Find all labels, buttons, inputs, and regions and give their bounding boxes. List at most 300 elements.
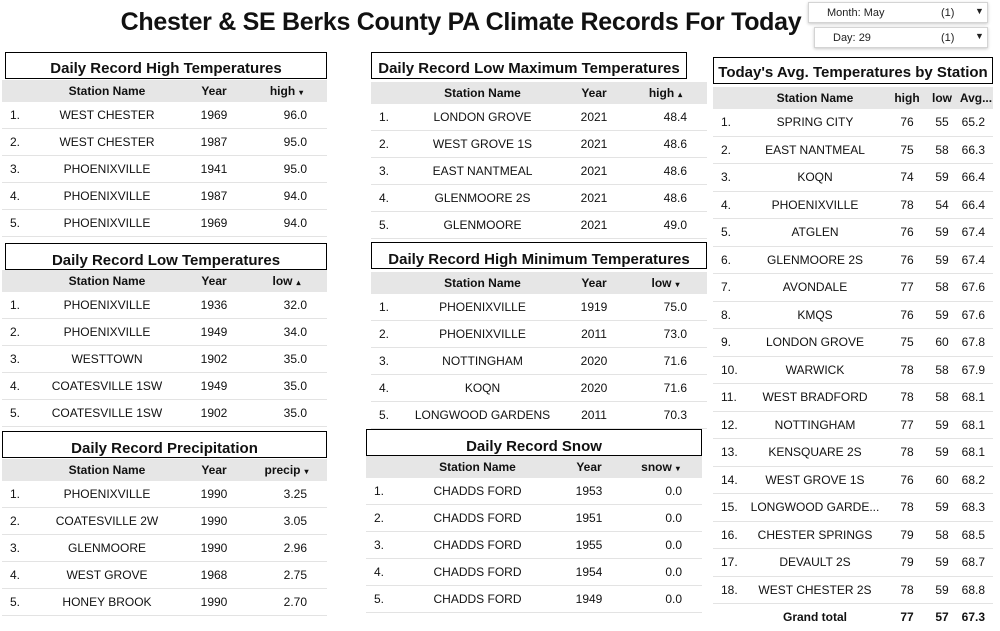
high-value: 78 <box>889 494 925 522</box>
avg-header[interactable]: Avg... <box>959 87 993 109</box>
table-row <box>2 346 327 373</box>
table-row <box>366 586 702 613</box>
station-name: EAST NANTMEAL <box>741 136 889 164</box>
record-value: 2.96 <box>246 535 327 562</box>
month-filter[interactable] <box>808 2 988 23</box>
station-name: PHOENIXVILLE <box>32 292 182 319</box>
table-row <box>713 329 993 357</box>
year-header[interactable]: Year <box>564 272 624 294</box>
station-header[interactable]: Station Name <box>32 270 182 292</box>
low-value: 59 <box>925 301 959 329</box>
table-row <box>713 274 993 302</box>
row-index: 14. <box>713 466 741 494</box>
avg-value: 66.4 <box>959 164 993 192</box>
record-value: 35.0 <box>246 346 327 373</box>
avg-value: 68.3 <box>959 494 993 522</box>
chevron-down-icon[interactable]: ▼ <box>975 6 984 16</box>
low-value: 58 <box>925 384 959 412</box>
sort-desc-icon[interactable]: ▾ <box>299 88 304 97</box>
row-index: 11. <box>713 384 741 412</box>
record-year: 1941 <box>182 156 246 183</box>
record-year: 1990 <box>182 508 246 535</box>
row-index: 5. <box>366 586 396 613</box>
record-year: 1949 <box>182 319 246 346</box>
station-name: LONGWOOD GARDENS <box>401 402 564 429</box>
high-value: 79 <box>889 521 925 549</box>
avg-value: 68.8 <box>959 576 993 604</box>
low-value: 55 <box>925 109 959 136</box>
high-value: 78 <box>889 356 925 384</box>
station-header[interactable]: Station Name <box>401 272 564 294</box>
value-header[interactable] <box>624 82 707 104</box>
table-header <box>2 270 327 292</box>
station-name: CHADDS FORD <box>396 505 559 532</box>
table-row <box>371 321 707 348</box>
table-row <box>2 400 327 427</box>
record-year: 1990 <box>182 481 246 508</box>
station-name: COATESVILLE 1SW <box>32 373 182 400</box>
row-index: 2. <box>2 508 32 535</box>
high-value: 76 <box>889 109 925 136</box>
table-row <box>713 549 993 577</box>
row-index: 4. <box>371 185 401 212</box>
value-header[interactable] <box>619 456 702 478</box>
grand-total-row <box>713 604 993 631</box>
table-row <box>713 301 993 329</box>
record-value: 3.05 <box>246 508 327 535</box>
table-row <box>371 375 707 402</box>
snow-table <box>366 456 702 613</box>
table-header <box>713 87 993 109</box>
station-name: KOQN <box>741 164 889 192</box>
avg-value: 65.2 <box>959 109 993 136</box>
station-name: GLENMOORE <box>401 212 564 239</box>
table-row <box>713 109 993 136</box>
record-value: 3.25 <box>246 481 327 508</box>
table-row <box>2 373 327 400</box>
table-row <box>713 411 993 439</box>
sort-desc-icon[interactable]: ▾ <box>304 467 309 476</box>
high-value: 78 <box>889 439 925 467</box>
high-min-title: Daily Record High Minimum Temperatures <box>371 242 707 269</box>
avg-value: 66.4 <box>959 191 993 219</box>
row-index: 2. <box>2 319 32 346</box>
grand-total-high: 77 <box>889 604 925 631</box>
station-name: CHADDS FORD <box>396 478 559 505</box>
record-value: 48.6 <box>624 131 707 158</box>
record-year: 2011 <box>564 321 624 348</box>
table-row <box>371 348 707 375</box>
avg-value: 66.3 <box>959 136 993 164</box>
avg-value: 68.1 <box>959 439 993 467</box>
record-value: 95.0 <box>246 156 327 183</box>
table-row <box>713 356 993 384</box>
row-index: 4. <box>366 559 396 586</box>
high-value: 79 <box>889 549 925 577</box>
year-header[interactable]: Year <box>182 459 246 481</box>
row-index: 5. <box>371 212 401 239</box>
record-value: 2.70 <box>246 589 327 616</box>
record-value: 48.6 <box>624 185 707 212</box>
row-index: 3. <box>2 156 32 183</box>
station-name: HONEY BROOK <box>32 589 182 616</box>
record-year: 1936 <box>182 292 246 319</box>
table-row <box>713 521 993 549</box>
row-index: 5. <box>371 402 401 429</box>
row-index: 9. <box>713 329 741 357</box>
row-index: 10. <box>713 356 741 384</box>
avg-value: 67.4 <box>959 219 993 247</box>
low-max-table <box>371 82 707 239</box>
station-name: NOTTINGHAM <box>741 411 889 439</box>
table-row <box>371 294 707 321</box>
sort-asc-icon[interactable]: ▴ <box>678 90 683 99</box>
station-name: CHADDS FORD <box>396 586 559 613</box>
station-name: PHOENIXVILLE <box>32 319 182 346</box>
row-index: 1. <box>371 294 401 321</box>
row-index: 17. <box>713 549 741 577</box>
station-name: LONDON GROVE <box>401 104 564 131</box>
value-header-label: high <box>648 86 675 100</box>
station-name: SPRING CITY <box>741 109 889 136</box>
avg-value: 68.1 <box>959 384 993 412</box>
station-name: PHOENIXVILLE <box>401 294 564 321</box>
page-title: Chester & SE Berks County PA Climate Records For Today <box>120 8 802 36</box>
station-name: WEST CHESTER 2S <box>741 576 889 604</box>
station-name: EAST NANTMEAL <box>401 158 564 185</box>
month-filter-label: Month: <box>827 7 861 19</box>
low-temps-table <box>2 270 327 427</box>
table-row <box>2 589 327 616</box>
table-row <box>371 131 707 158</box>
record-value: 71.6 <box>624 375 707 402</box>
table-row <box>713 219 993 247</box>
record-year: 2021 <box>564 104 624 131</box>
table-row <box>713 164 993 192</box>
row-index: 16. <box>713 521 741 549</box>
record-year: 1990 <box>182 589 246 616</box>
avg-temps-title: Today's Avg. Temperatures by Station <box>713 57 993 84</box>
value-header-label: low <box>651 276 672 290</box>
avg-temps-table <box>713 87 993 631</box>
record-value: 0.0 <box>619 505 702 532</box>
table-row <box>366 478 702 505</box>
table-row <box>371 212 707 239</box>
station-name: GLENMOORE 2S <box>401 185 564 212</box>
avg-value: 68.7 <box>959 549 993 577</box>
sort-desc-icon[interactable]: ▾ <box>675 464 680 473</box>
grand-total-avg: 67.3 <box>959 604 993 631</box>
table-row <box>713 466 993 494</box>
value-header-label: snow <box>641 460 672 474</box>
low-value: 59 <box>925 494 959 522</box>
table-header <box>2 459 327 481</box>
row-index: 15. <box>713 494 741 522</box>
record-value: 2.75 <box>246 562 327 589</box>
high-value: 78 <box>889 384 925 412</box>
high-value: 76 <box>889 219 925 247</box>
row-index: 4. <box>371 375 401 402</box>
record-value: 35.0 <box>246 400 327 427</box>
row-index: 12. <box>713 411 741 439</box>
row-index: 7. <box>713 274 741 302</box>
station-name: GLENMOORE <box>32 535 182 562</box>
record-value: 94.0 <box>246 183 327 210</box>
station-header[interactable]: Station Name <box>32 459 182 481</box>
high-min-table <box>371 272 707 429</box>
table-row <box>713 494 993 522</box>
station-name: WEST CHESTER <box>32 102 182 129</box>
record-year: 2011 <box>564 402 624 429</box>
table-row <box>713 384 993 412</box>
low-value: 58 <box>925 274 959 302</box>
station-name: DEVAULT 2S <box>741 549 889 577</box>
row-index: 4. <box>2 562 32 589</box>
row-index: 6. <box>713 246 741 274</box>
station-name: PHOENIXVILLE <box>741 191 889 219</box>
low-value: 59 <box>925 219 959 247</box>
record-value: 0.0 <box>619 559 702 586</box>
row-index: 5. <box>2 589 32 616</box>
day-filter-label: Day: <box>833 32 856 44</box>
record-value: 35.0 <box>246 373 327 400</box>
row-index: 3. <box>371 348 401 375</box>
record-year: 1969 <box>182 102 246 129</box>
year-header[interactable]: Year <box>564 82 624 104</box>
table-row <box>713 439 993 467</box>
record-year: 1968 <box>182 562 246 589</box>
table-row <box>371 158 707 185</box>
high-value: 74 <box>889 164 925 192</box>
row-index: 1. <box>713 109 741 136</box>
value-header-label: high <box>269 84 296 98</box>
table-row <box>713 191 993 219</box>
row-index: 4. <box>713 191 741 219</box>
high-value: 77 <box>889 411 925 439</box>
row-index: 1. <box>2 481 32 508</box>
high-temps-title: Daily Record High Temperatures <box>5 52 327 79</box>
year-header[interactable]: Year <box>182 270 246 292</box>
value-header[interactable] <box>246 459 327 481</box>
table-row <box>2 481 327 508</box>
record-value: 34.0 <box>246 319 327 346</box>
station-name: LONGWOOD GARDE... <box>741 494 889 522</box>
record-value: 0.0 <box>619 478 702 505</box>
row-index: 5. <box>2 210 32 237</box>
table-row <box>2 535 327 562</box>
snow-title: Daily Record Snow <box>366 429 702 456</box>
row-index: 2. <box>371 321 401 348</box>
value-header[interactable] <box>624 272 707 294</box>
table-row <box>2 319 327 346</box>
station-name: WEST BRADFORD <box>741 384 889 412</box>
station-name: WEST CHESTER <box>32 129 182 156</box>
record-year: 1902 <box>182 400 246 427</box>
station-name: COATESVILLE 1SW <box>32 400 182 427</box>
row-index: 1. <box>371 104 401 131</box>
record-year: 2020 <box>564 348 624 375</box>
low-value: 59 <box>925 246 959 274</box>
station-header[interactable]: Station Name <box>32 80 182 102</box>
row-index: 2. <box>371 131 401 158</box>
table-row <box>2 102 327 129</box>
record-value: 32.0 <box>246 292 327 319</box>
row-index: 1. <box>2 102 32 129</box>
row-index: 3. <box>2 346 32 373</box>
table-row <box>2 129 327 156</box>
avg-value: 67.8 <box>959 329 993 357</box>
record-year: 1955 <box>559 532 619 559</box>
high-value: 76 <box>889 301 925 329</box>
grand-total-spacer <box>713 604 741 631</box>
record-year: 1990 <box>182 535 246 562</box>
record-year: 2021 <box>564 212 624 239</box>
table-row <box>2 210 327 237</box>
high-value: 77 <box>889 274 925 302</box>
table-row <box>2 183 327 210</box>
value-header[interactable] <box>246 270 327 292</box>
low-value: 60 <box>925 466 959 494</box>
table-row <box>2 508 327 535</box>
station-name: COATESVILLE 2W <box>32 508 182 535</box>
high-header[interactable]: high <box>889 87 925 109</box>
record-year: 2021 <box>564 158 624 185</box>
station-header[interactable]: Station Name <box>396 456 559 478</box>
day-filter-value: 29 <box>858 32 871 44</box>
year-header[interactable]: Year <box>182 80 246 102</box>
record-value: 0.0 <box>619 586 702 613</box>
table-row <box>713 576 993 604</box>
low-value: 59 <box>925 411 959 439</box>
record-year: 2021 <box>564 185 624 212</box>
high-value: 78 <box>889 191 925 219</box>
station-name: WARWICK <box>741 356 889 384</box>
station-name: WEST GROVE 1S <box>741 466 889 494</box>
high-value: 78 <box>889 576 925 604</box>
table-row <box>366 559 702 586</box>
high-temps-table <box>2 80 327 237</box>
station-name: WESTTOWN <box>32 346 182 373</box>
record-value: 0.0 <box>619 532 702 559</box>
day-filter[interactable] <box>814 27 988 48</box>
low-value: 60 <box>925 329 959 357</box>
station-name: WEST GROVE <box>32 562 182 589</box>
year-header[interactable]: Year <box>559 456 619 478</box>
table-header <box>2 80 327 102</box>
station-name: CHESTER SPRINGS <box>741 521 889 549</box>
station-name: LONDON GROVE <box>741 329 889 357</box>
station-name: NOTTINGHAM <box>401 348 564 375</box>
station-name: CHADDS FORD <box>396 559 559 586</box>
record-value: 94.0 <box>246 210 327 237</box>
table-row <box>2 292 327 319</box>
record-value: 48.6 <box>624 158 707 185</box>
record-year: 1987 <box>182 129 246 156</box>
table-row <box>713 246 993 274</box>
station-name: KENSQUARE 2S <box>741 439 889 467</box>
row-index: 2. <box>713 136 741 164</box>
high-value: 75 <box>889 136 925 164</box>
avg-value: 67.6 <box>959 274 993 302</box>
row-index: 13. <box>713 439 741 467</box>
station-name: WEST GROVE 1S <box>401 131 564 158</box>
row-index: 3. <box>366 532 396 559</box>
sort-asc-icon[interactable]: ▴ <box>296 278 301 287</box>
month-filter-value: May <box>863 7 885 19</box>
row-index: 3. <box>713 164 741 192</box>
low-value: 54 <box>925 191 959 219</box>
low-value: 58 <box>925 521 959 549</box>
station-name: PHOENIXVILLE <box>401 321 564 348</box>
station-name: KMQS <box>741 301 889 329</box>
station-header[interactable]: Station Name <box>741 87 889 109</box>
record-year: 2020 <box>564 375 624 402</box>
station-name: CHADDS FORD <box>396 532 559 559</box>
station-name: ATGLEN <box>741 219 889 247</box>
row-index: 3. <box>371 158 401 185</box>
table-row <box>366 532 702 559</box>
low-value: 58 <box>925 136 959 164</box>
grand-total-low: 57 <box>925 604 959 631</box>
avg-value: 67.6 <box>959 301 993 329</box>
record-year: 1951 <box>559 505 619 532</box>
low-value: 59 <box>925 439 959 467</box>
record-year: 1969 <box>182 210 246 237</box>
row-index: 2. <box>366 505 396 532</box>
record-year: 2021 <box>564 131 624 158</box>
row-index: 2. <box>2 129 32 156</box>
record-year: 1954 <box>559 559 619 586</box>
record-year: 1919 <box>564 294 624 321</box>
avg-value: 67.4 <box>959 246 993 274</box>
record-value: 71.6 <box>624 348 707 375</box>
record-value: 95.0 <box>246 129 327 156</box>
table-row <box>2 156 327 183</box>
value-header-label: precip <box>264 463 301 477</box>
chevron-down-icon[interactable]: ▼ <box>975 31 984 41</box>
table-header <box>366 456 702 478</box>
record-year: 1949 <box>559 586 619 613</box>
record-value: 49.0 <box>624 212 707 239</box>
station-name: GLENMOORE 2S <box>741 246 889 274</box>
high-value: 76 <box>889 466 925 494</box>
avg-value: 68.1 <box>959 411 993 439</box>
value-header[interactable] <box>246 80 327 102</box>
avg-value: 68.5 <box>959 521 993 549</box>
precip-title: Daily Record Precipitation <box>2 431 327 458</box>
table-row <box>366 505 702 532</box>
station-name: PHOENIXVILLE <box>32 183 182 210</box>
value-header-label: low <box>272 274 293 288</box>
station-name: AVONDALE <box>741 274 889 302</box>
record-value: 70.3 <box>624 402 707 429</box>
low-value: 59 <box>925 164 959 192</box>
row-index: 4. <box>2 183 32 210</box>
low-max-title: Daily Record Low Maximum Temperatures <box>371 52 687 79</box>
table-row <box>371 402 707 429</box>
row-index: 3. <box>2 535 32 562</box>
station-header[interactable]: Station Name <box>401 82 564 104</box>
low-header[interactable]: low <box>925 87 959 109</box>
station-name: PHOENIXVILLE <box>32 156 182 183</box>
low-value: 58 <box>925 356 959 384</box>
avg-value: 68.2 <box>959 466 993 494</box>
sort-desc-icon[interactable]: ▾ <box>675 280 680 289</box>
table-row <box>371 185 707 212</box>
record-value: 75.0 <box>624 294 707 321</box>
record-value: 48.4 <box>624 104 707 131</box>
row-index: 5. <box>2 400 32 427</box>
